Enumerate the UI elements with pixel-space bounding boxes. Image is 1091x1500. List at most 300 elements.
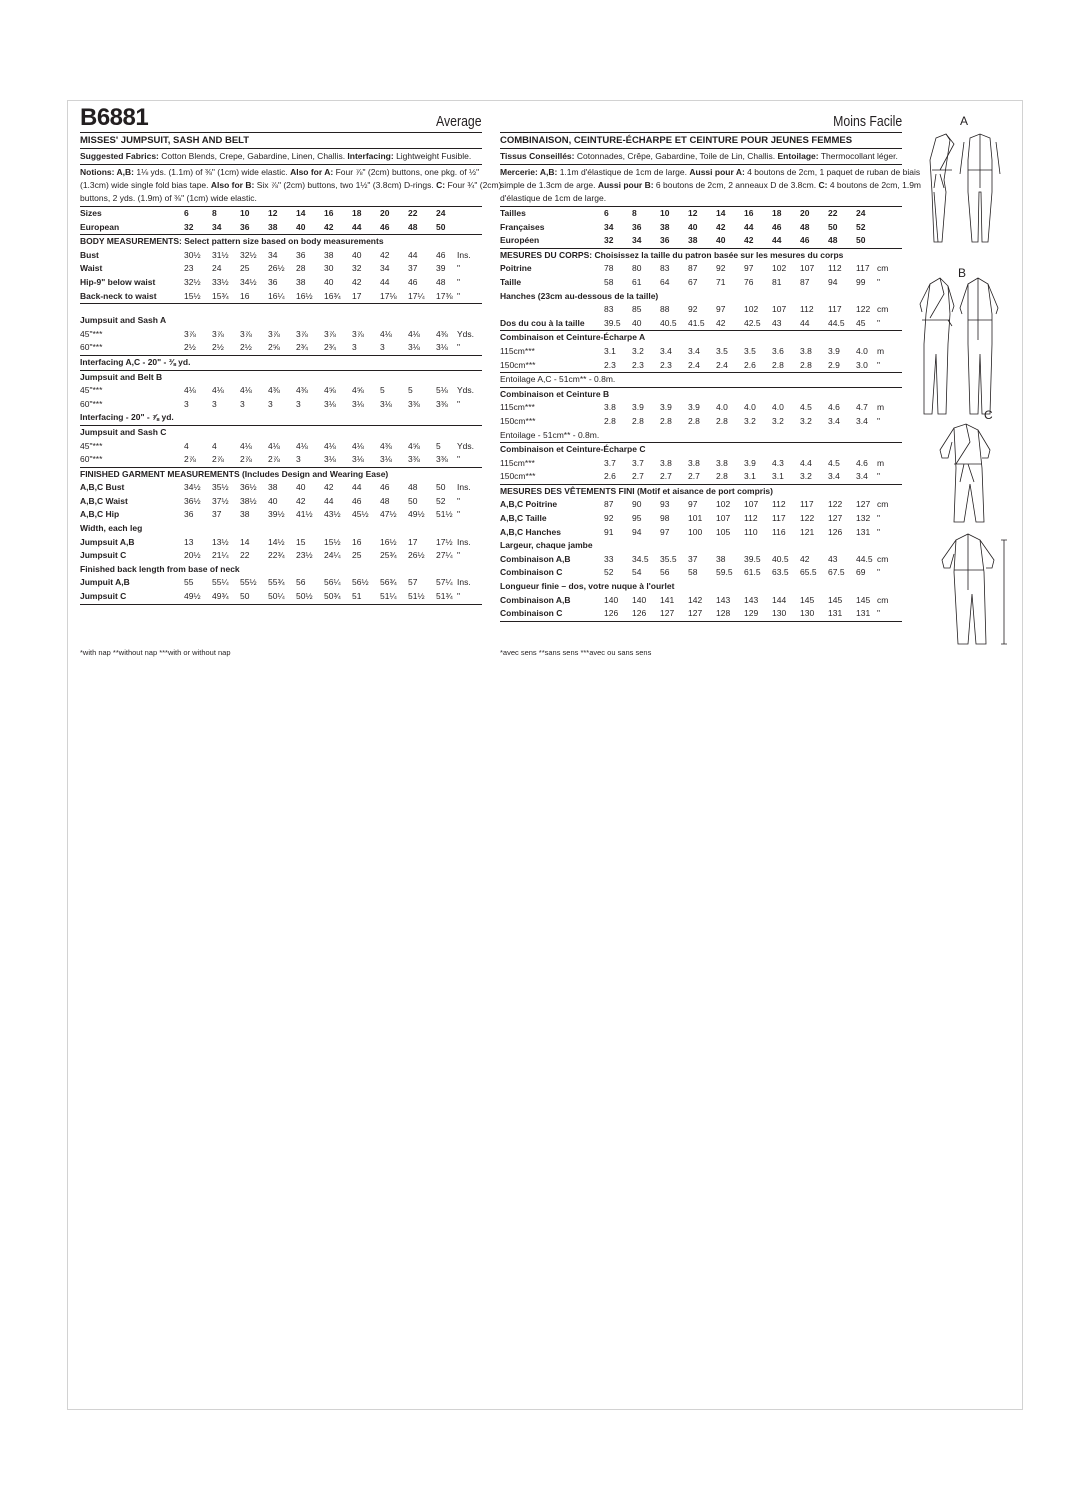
bold-label: Interfacing: bbox=[347, 151, 394, 161]
size-value: 37 bbox=[688, 553, 698, 564]
footnote: *with nap **without nap ***with or without nap bbox=[80, 648, 231, 657]
size-value: 91 bbox=[604, 526, 614, 537]
size-value: 3.8 bbox=[604, 402, 616, 413]
row-label: A,B,C Taille bbox=[500, 513, 547, 524]
size-value: 56¼ bbox=[324, 577, 341, 588]
size-value: 43 bbox=[828, 553, 838, 564]
size-value: 13½ bbox=[212, 536, 229, 547]
row-label: Combinaison C bbox=[500, 567, 563, 578]
size-value: 2½ bbox=[184, 342, 196, 353]
bold-label: Tissus Conseillés: bbox=[500, 151, 575, 161]
size-value: 3.8 bbox=[688, 457, 700, 468]
size-value: 24¼ bbox=[324, 550, 341, 561]
size-value: 44 bbox=[772, 235, 782, 246]
unit-label: " bbox=[457, 550, 461, 561]
size-value: 44 bbox=[352, 482, 362, 493]
size-value: 55 bbox=[184, 577, 194, 588]
notions-line bbox=[80, 179, 502, 192]
unit-label: " bbox=[457, 342, 461, 353]
section-heading bbox=[80, 235, 482, 249]
section-heading bbox=[500, 290, 902, 304]
table-row bbox=[500, 303, 902, 317]
size-value: 50¾ bbox=[324, 591, 341, 602]
size-value: 38 bbox=[268, 482, 278, 493]
table-row bbox=[80, 328, 482, 342]
row-label: Jumpsuit C bbox=[80, 550, 127, 561]
size-value: 2¾ bbox=[324, 342, 336, 353]
table-row bbox=[80, 549, 482, 563]
size-value: 4⅛ bbox=[408, 328, 420, 339]
size-value: 3.5 bbox=[744, 345, 756, 356]
text-run: Four ¾" (2cm) bbox=[445, 180, 502, 190]
size-value: 143 bbox=[744, 594, 759, 605]
notions-line bbox=[80, 166, 482, 179]
row-label: Taille bbox=[500, 276, 522, 287]
size-value: 3.9 bbox=[828, 345, 840, 356]
size-value: 87 bbox=[604, 499, 614, 510]
row-label: Combinaison et Ceinture-Écharpe C bbox=[500, 444, 646, 455]
size-value: 35½ bbox=[212, 482, 229, 493]
bold-label: C: bbox=[818, 180, 828, 190]
row-label: MESURES DU CORPS: Choisissez la taille du patron basée sur les mesures du corps bbox=[500, 249, 844, 260]
size-value: 30½ bbox=[184, 249, 201, 260]
size-value: 51¼ bbox=[380, 591, 397, 602]
size-value: 58 bbox=[604, 276, 614, 287]
size-value: 16¼ bbox=[268, 290, 285, 301]
size-value: 3⅜ bbox=[436, 398, 448, 409]
unit-label: " bbox=[877, 513, 881, 524]
size-value: 49¾ bbox=[212, 591, 229, 602]
row-label: 115cm*** bbox=[500, 457, 535, 468]
size-value: 4⅛ bbox=[352, 440, 364, 451]
size-value: 52 bbox=[604, 567, 614, 578]
size-value: 5⅛ bbox=[436, 385, 448, 396]
size-value: 3.4 bbox=[688, 345, 700, 356]
row-label: Combinaison A,B bbox=[500, 553, 571, 564]
row-label: Tailles bbox=[500, 208, 526, 218]
view-a-sketch bbox=[926, 130, 1006, 250]
size-value: 48 bbox=[828, 235, 838, 246]
size-value: 22¾ bbox=[268, 550, 285, 561]
unit-label: cm bbox=[877, 594, 889, 605]
size-value: 15½ bbox=[184, 290, 201, 301]
size-value: 3⅛ bbox=[324, 398, 336, 409]
size-value: 46 bbox=[408, 276, 418, 287]
size-value: 34 bbox=[380, 263, 390, 274]
row-label: Poitrine bbox=[500, 263, 532, 274]
size-value: 3⅞ bbox=[268, 328, 280, 339]
size-value: 42.5 bbox=[744, 317, 761, 328]
size-value: 3.9 bbox=[660, 402, 672, 413]
table-row bbox=[500, 526, 902, 540]
size-value: 83 bbox=[660, 263, 670, 274]
size-value: 4.6 bbox=[856, 457, 868, 468]
size-value: 3 bbox=[240, 398, 245, 409]
size-value: 5 bbox=[436, 440, 441, 451]
size-value: 57¼ bbox=[436, 577, 453, 588]
size-value: 4.0 bbox=[772, 402, 784, 413]
bold-label: Also for B: bbox=[210, 180, 255, 190]
size-value: 117 bbox=[800, 499, 814, 510]
size-value: 97 bbox=[688, 499, 698, 510]
table-row bbox=[500, 498, 902, 512]
unit-label: " bbox=[457, 398, 461, 409]
size-value: 32½ bbox=[240, 249, 257, 260]
row-label: A,B,C Waist bbox=[80, 495, 128, 506]
size-value: 12 bbox=[268, 208, 278, 218]
size-value: 3⅜ bbox=[408, 398, 420, 409]
size-value: 32 bbox=[604, 235, 614, 246]
size-value: 39.5 bbox=[604, 317, 621, 328]
text-run: 6 boutons de 2cm, 2 anneaux D de 3.8cm. bbox=[653, 180, 819, 190]
size-value: 3.4 bbox=[856, 415, 868, 426]
row-label: Jumpsuit and Sash A bbox=[80, 315, 167, 326]
size-value: 44 bbox=[352, 221, 362, 232]
pattern-title: MISSES' JUMPSUIT, SASH AND BELT bbox=[80, 132, 482, 149]
unit-label: cm bbox=[877, 263, 889, 274]
size-value: 48 bbox=[408, 221, 418, 232]
bold-label: Aussi pour B: bbox=[597, 180, 654, 190]
size-value: 36 bbox=[240, 221, 250, 232]
text-run: Six ⅞" (2cm) buttons, two 1½" (3.8cm) D-rings. bbox=[254, 180, 437, 190]
size-value: 145 bbox=[856, 594, 871, 605]
row-label: 150cm*** bbox=[500, 471, 536, 482]
size-value: 51¾ bbox=[436, 591, 453, 602]
table-row bbox=[80, 576, 482, 590]
size-value: 46 bbox=[772, 221, 782, 232]
size-value: 34 bbox=[632, 235, 642, 246]
size-value: 4⅛ bbox=[296, 440, 308, 451]
size-value: 67 bbox=[688, 276, 698, 287]
size-value: 15 bbox=[296, 536, 306, 547]
size-value: 4⅝ bbox=[352, 385, 364, 396]
row-label: Entoilage - 51cm** - 0.8m. bbox=[500, 429, 600, 440]
size-value: 44 bbox=[744, 221, 754, 232]
size-value: 25¾ bbox=[380, 550, 397, 561]
size-value: 46 bbox=[352, 495, 362, 506]
unit-label: Ins. bbox=[457, 577, 471, 588]
size-value: 78 bbox=[604, 263, 614, 274]
size-value: 3 bbox=[184, 398, 189, 409]
size-value: 144 bbox=[772, 594, 787, 605]
size-value: 131 bbox=[856, 526, 871, 537]
size-value: 56½ bbox=[352, 577, 369, 588]
size-value: 6 bbox=[184, 208, 189, 218]
size-value: 28 bbox=[296, 263, 306, 274]
row-label: A,B,C Bust bbox=[80, 482, 125, 493]
size-value: 3 bbox=[268, 398, 273, 409]
size-value: 14½ bbox=[268, 536, 285, 547]
table-row bbox=[500, 470, 902, 485]
unit-label: " bbox=[877, 415, 881, 426]
size-value: 17½ bbox=[436, 536, 453, 547]
size-value: 44 bbox=[324, 495, 334, 506]
size-value: 36½ bbox=[240, 482, 257, 493]
size-value: 2½ bbox=[240, 342, 252, 353]
unit-label: " bbox=[457, 290, 461, 301]
size-value: 51½ bbox=[408, 591, 425, 602]
suggested-fabrics bbox=[80, 149, 482, 165]
size-value: 40.5 bbox=[660, 317, 677, 328]
size-value: 22 bbox=[828, 208, 838, 218]
row-label: A,B,C Hip bbox=[80, 509, 120, 520]
size-value: 59.5 bbox=[716, 567, 733, 578]
table-row bbox=[80, 249, 482, 263]
row-label: 115cm*** bbox=[500, 402, 535, 413]
unit-label: Ins. bbox=[457, 482, 471, 493]
table-row bbox=[500, 234, 902, 249]
size-value: 36½ bbox=[184, 495, 201, 506]
size-value: 42 bbox=[324, 482, 334, 493]
unit-label: cm bbox=[877, 553, 889, 564]
size-value: 34.5 bbox=[632, 553, 649, 564]
size-value: 42 bbox=[324, 221, 334, 232]
size-value: 42 bbox=[352, 276, 362, 287]
table-row bbox=[80, 536, 482, 550]
text-run: (1.3cm) wide single fold bias tape. bbox=[80, 180, 211, 190]
section-heading bbox=[500, 249, 902, 263]
view-label-b: B bbox=[958, 266, 967, 280]
unit-label: " bbox=[877, 276, 881, 287]
size-value: 97 bbox=[716, 304, 726, 315]
row-label: Entoilage A,C - 51cm** - 0.8m. bbox=[500, 374, 616, 385]
size-value: 85 bbox=[632, 304, 642, 315]
pattern-title-fr: COMBINAISON, CEINTURE-ÉCHARPE ET CEINTURE POUR JEUNES FEMMES bbox=[500, 132, 902, 149]
size-value: 50 bbox=[436, 221, 446, 232]
size-value: 48 bbox=[800, 221, 810, 232]
size-value: 38 bbox=[296, 276, 306, 287]
size-value: 38 bbox=[716, 553, 726, 564]
size-value: 50½ bbox=[296, 591, 313, 602]
text-run: simple de 1.3cm de arge. bbox=[500, 180, 598, 190]
size-value: 107 bbox=[800, 263, 815, 274]
bold-label: Notions: A,B: bbox=[80, 167, 134, 177]
size-value: 88 bbox=[660, 304, 670, 315]
text-run: 1⅛ yds. (1.1m) of ⅜" (1cm) wide elastic. bbox=[133, 167, 291, 177]
section-heading bbox=[80, 411, 482, 426]
row-label: Combinaison C bbox=[500, 608, 563, 619]
size-value: 14 bbox=[240, 536, 250, 547]
size-value: 3⅞ bbox=[324, 328, 336, 339]
table-row bbox=[500, 607, 902, 622]
size-value: 17¼ bbox=[408, 290, 425, 301]
size-value: 3⅜ bbox=[436, 454, 448, 465]
size-value: 3 bbox=[296, 454, 301, 465]
section-heading bbox=[80, 426, 482, 440]
table-row bbox=[80, 481, 482, 495]
unit-label: " bbox=[457, 276, 461, 287]
size-value: 117 bbox=[828, 304, 842, 315]
size-value: 61 bbox=[632, 276, 642, 287]
size-value: 46 bbox=[380, 482, 390, 493]
size-value: 71 bbox=[716, 276, 726, 287]
size-value: 64 bbox=[660, 276, 670, 287]
table-row bbox=[500, 276, 902, 290]
row-label: Bust bbox=[80, 249, 99, 260]
size-value: 20 bbox=[380, 208, 390, 218]
size-value: 2.8 bbox=[716, 471, 728, 482]
size-value: 42 bbox=[744, 235, 754, 246]
size-value: 81 bbox=[772, 276, 782, 287]
size-value: 3⅞ bbox=[212, 328, 224, 339]
size-value: 2.4 bbox=[688, 359, 700, 370]
row-label: Hip-9" below waist bbox=[80, 276, 156, 287]
size-value: 4⅝ bbox=[324, 385, 336, 396]
section-heading bbox=[500, 539, 902, 553]
size-value: 41.5 bbox=[688, 317, 705, 328]
size-value: 38½ bbox=[240, 495, 257, 506]
size-value: 49½ bbox=[184, 591, 201, 602]
size-value: 50 bbox=[828, 221, 838, 232]
view-label-c: C bbox=[984, 408, 993, 422]
table-row bbox=[500, 594, 902, 608]
size-value: 2⅞ bbox=[184, 454, 196, 465]
table-row bbox=[80, 341, 482, 356]
size-value: 3 bbox=[212, 398, 217, 409]
row-label: Dos du cou à la taille bbox=[500, 317, 585, 328]
row-label: Longueur finie – dos, votre nuque à l'ourlet bbox=[500, 581, 675, 592]
text-run: buttons, 2 yds. (1.9m) of ⅜" (1cm) wide elastic. bbox=[80, 193, 257, 203]
unit-label: Yds. bbox=[457, 385, 475, 396]
section-heading bbox=[80, 522, 482, 536]
row-label: 150cm*** bbox=[500, 359, 536, 370]
table-row bbox=[500, 415, 902, 429]
table-row bbox=[500, 553, 902, 567]
size-value: 4.6 bbox=[828, 402, 840, 413]
size-value: 44 bbox=[380, 276, 390, 287]
size-value: 100 bbox=[688, 526, 703, 537]
table-row bbox=[500, 317, 902, 332]
table-row bbox=[500, 345, 902, 359]
unit-label: Ins. bbox=[457, 249, 471, 260]
size-value: 65.5 bbox=[800, 567, 817, 578]
size-value: 3.2 bbox=[772, 415, 784, 426]
chart-table-fr bbox=[500, 207, 902, 622]
size-value: 2.7 bbox=[632, 471, 644, 482]
size-value: 50 bbox=[240, 591, 250, 602]
size-value: 51 bbox=[352, 591, 362, 602]
size-value: 48 bbox=[408, 482, 418, 493]
size-value: 5 bbox=[408, 385, 413, 396]
bold-label: C: bbox=[436, 180, 446, 190]
size-value: 42 bbox=[296, 495, 306, 506]
size-value: 3.9 bbox=[688, 402, 700, 413]
size-value: 39½ bbox=[268, 509, 285, 520]
size-value: 127 bbox=[828, 513, 843, 524]
size-value: 2.8 bbox=[800, 359, 812, 370]
text-run: d'élastique de 1cm de large. bbox=[500, 193, 607, 203]
size-value: 36 bbox=[660, 235, 670, 246]
size-value: 3.8 bbox=[716, 457, 728, 468]
size-value: 48 bbox=[436, 276, 446, 287]
unit-label: " bbox=[877, 317, 881, 328]
size-value: 4.0 bbox=[716, 402, 728, 413]
size-value: 8 bbox=[632, 208, 637, 218]
bold-label: Also for A: bbox=[290, 167, 334, 177]
size-value: 4⅛ bbox=[268, 440, 280, 451]
size-value: 127 bbox=[856, 499, 871, 510]
row-label: Back-neck to waist bbox=[80, 290, 157, 301]
row-label: Interfacing A,C - 20" - ⅜ yd. bbox=[80, 356, 191, 367]
size-value: 97 bbox=[660, 526, 670, 537]
size-value: 48 bbox=[380, 495, 390, 506]
text-run: 4 boutons de 2cm, 1 paquet de ruban de biais bbox=[744, 167, 921, 177]
notions-line bbox=[500, 192, 902, 205]
size-value: 30 bbox=[324, 263, 334, 274]
chart-table bbox=[80, 207, 482, 605]
row-label: Jumpsuit C bbox=[80, 591, 127, 602]
french-column bbox=[500, 105, 922, 622]
size-value: 3⅛ bbox=[352, 398, 364, 409]
size-value: 50¼ bbox=[268, 591, 285, 602]
row-label: Combinaison A,B bbox=[500, 594, 571, 605]
size-value: 4.3 bbox=[772, 457, 784, 468]
size-value: 17 bbox=[352, 290, 362, 301]
size-value: 98 bbox=[660, 513, 670, 524]
size-value: 2¾ bbox=[296, 342, 308, 353]
table-row bbox=[500, 359, 902, 374]
size-value: 107 bbox=[772, 304, 787, 315]
table-row bbox=[80, 495, 482, 509]
size-value: 46 bbox=[436, 249, 446, 260]
unit-label: " bbox=[457, 591, 461, 602]
table-row bbox=[500, 512, 902, 526]
size-value: 76 bbox=[744, 276, 754, 287]
row-label: 45"*** bbox=[80, 328, 103, 339]
table-row bbox=[500, 207, 902, 221]
size-value: 12 bbox=[688, 208, 698, 218]
size-value: 40 bbox=[716, 235, 726, 246]
size-value: 2.6 bbox=[604, 471, 616, 482]
unit-label: Yds. bbox=[457, 440, 475, 451]
size-value: 67.5 bbox=[828, 567, 845, 578]
size-value: 3.5 bbox=[716, 345, 728, 356]
table-row bbox=[500, 221, 902, 235]
size-value: 40.5 bbox=[772, 553, 789, 564]
row-label: Width, each leg bbox=[80, 523, 143, 534]
size-value: 3⅞ bbox=[352, 328, 364, 339]
row-label: A,B,C Hanches bbox=[500, 526, 561, 537]
size-value: 3.7 bbox=[632, 457, 644, 468]
size-value: 99 bbox=[856, 276, 866, 287]
size-value: 142 bbox=[688, 594, 703, 605]
section-heading bbox=[500, 331, 902, 345]
unit-label: " bbox=[457, 263, 461, 274]
size-value: 143 bbox=[716, 594, 731, 605]
size-value: 4.5 bbox=[800, 402, 812, 413]
table-row bbox=[500, 262, 902, 276]
size-value: 3.4 bbox=[856, 471, 868, 482]
size-value: 93 bbox=[660, 499, 670, 510]
size-value: 38 bbox=[268, 221, 278, 232]
size-value: 4⅛ bbox=[212, 385, 224, 396]
size-value: 94 bbox=[632, 526, 642, 537]
size-value: 16 bbox=[352, 536, 362, 547]
spacer bbox=[80, 304, 482, 314]
unit-label: " bbox=[457, 495, 461, 506]
size-value: 43 bbox=[772, 317, 782, 328]
size-value: 2.3 bbox=[604, 359, 616, 370]
size-value: 2.8 bbox=[604, 415, 616, 426]
unit-label: " bbox=[877, 471, 881, 482]
size-value: 44.5 bbox=[856, 553, 873, 564]
table-row bbox=[500, 457, 902, 471]
size-value: 44 bbox=[408, 249, 418, 260]
size-value: 4.0 bbox=[744, 402, 756, 413]
size-value: 42 bbox=[800, 553, 810, 564]
size-value: 131 bbox=[856, 608, 871, 619]
row-label: Jumpuit A,B bbox=[80, 577, 130, 588]
